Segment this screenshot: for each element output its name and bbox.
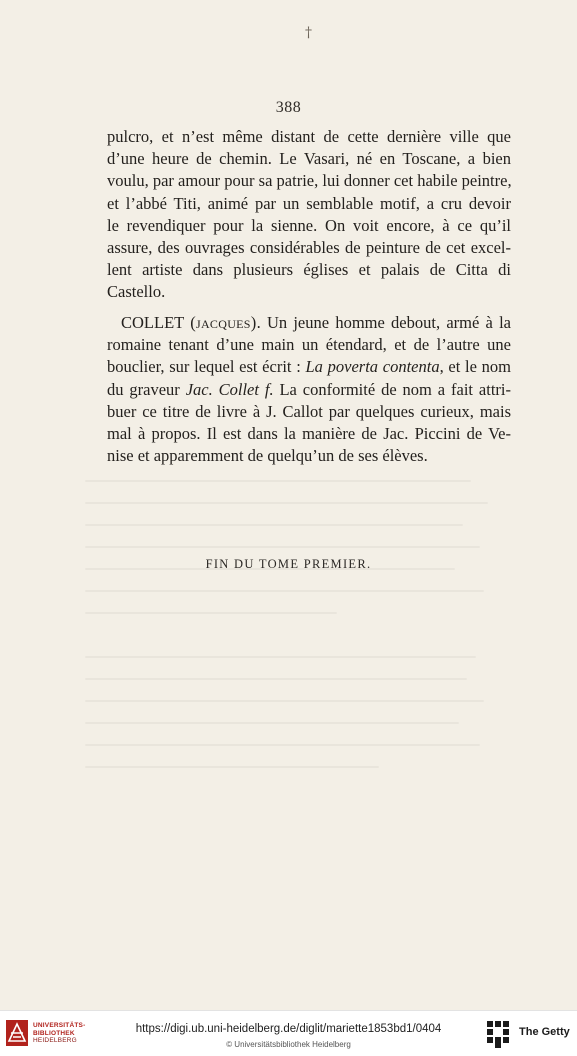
document-url[interactable]: https://digi.ub.uni-heidelberg.de/diglit/mariette1853bd1/0404 — [135, 1023, 442, 1035]
text-line: voulu, par amour pour sa patrie, lui donner cet habile peintre, — [107, 171, 512, 191]
page-number: 388 — [275, 99, 302, 116]
text-line: buer ce titre de livre à J. Callot par quelques curieux, mais — [107, 401, 511, 421]
entry-collet — [107, 312, 511, 467]
text-line: assure, des ouvrages considérables de peinture de cet excel- — [107, 238, 511, 258]
library-name-line: HEIDELBERG — [33, 1037, 77, 1044]
copyright-notice: © Universitätsbibliothek Heidelberg — [226, 1040, 351, 1049]
getty-logo-icon — [485, 1019, 511, 1049]
text-line: lent artiste dans plusieurs églises et palais de Citta di — [107, 260, 511, 280]
text-run: . Un jeune homme debout, armé à la — [256, 313, 511, 332]
page-mark: † — [305, 25, 312, 41]
text-run: , et le nom — [439, 357, 511, 377]
text-line — [107, 379, 511, 401]
viewer-footer — [0, 1010, 577, 1056]
text-line: pulcro, et n’est même distant de cette dernière ville que — [107, 127, 511, 146]
text-line: mal à propos. Il est dans la manière de Jac. Piccini de Ve- — [107, 424, 511, 444]
text-run: bouclier, sur lequel est écrit : — [107, 357, 306, 377]
entry-name: COLLET — [121, 313, 184, 332]
paragraph-continuation — [107, 126, 511, 304]
italic-title: La poverta contenta — [305, 357, 440, 377]
text-run: La conformité de nom a fait attri- — [273, 379, 511, 399]
text-line: Castello. — [107, 282, 166, 302]
text-line: romaine tenant d’une main un étendard, et de l’autre une — [107, 335, 511, 355]
text-run: du graveur — [107, 379, 186, 399]
getty-name: The Getty — [519, 1026, 570, 1038]
library-name-line: UNIVERSITÄTS- — [33, 1022, 86, 1029]
end-of-volume-note: FIN DU TOME PREMIER. — [205, 557, 372, 571]
italic-signature: Jac. Collet f. — [185, 379, 274, 399]
text-line — [107, 356, 511, 378]
text-line — [107, 312, 511, 334]
entry-first-name: (jacques) — [190, 313, 257, 332]
text-line: et l’abbé Titi, animé par un semblable motif, a cru devoir — [107, 193, 511, 213]
text-line: d’une heure de chemin. Le Vasari, né en Toscane, a bien — [107, 149, 511, 169]
text-line: nise et apparemment de quelqu’un de ses élèves. — [107, 446, 428, 466]
library-name-line: BIBLIOTHEK — [33, 1029, 75, 1037]
text-line: le revendiquer pour la sienne. On voit encore, à ce qu’il — [107, 215, 511, 235]
bleed-through-texture — [85, 480, 505, 840]
